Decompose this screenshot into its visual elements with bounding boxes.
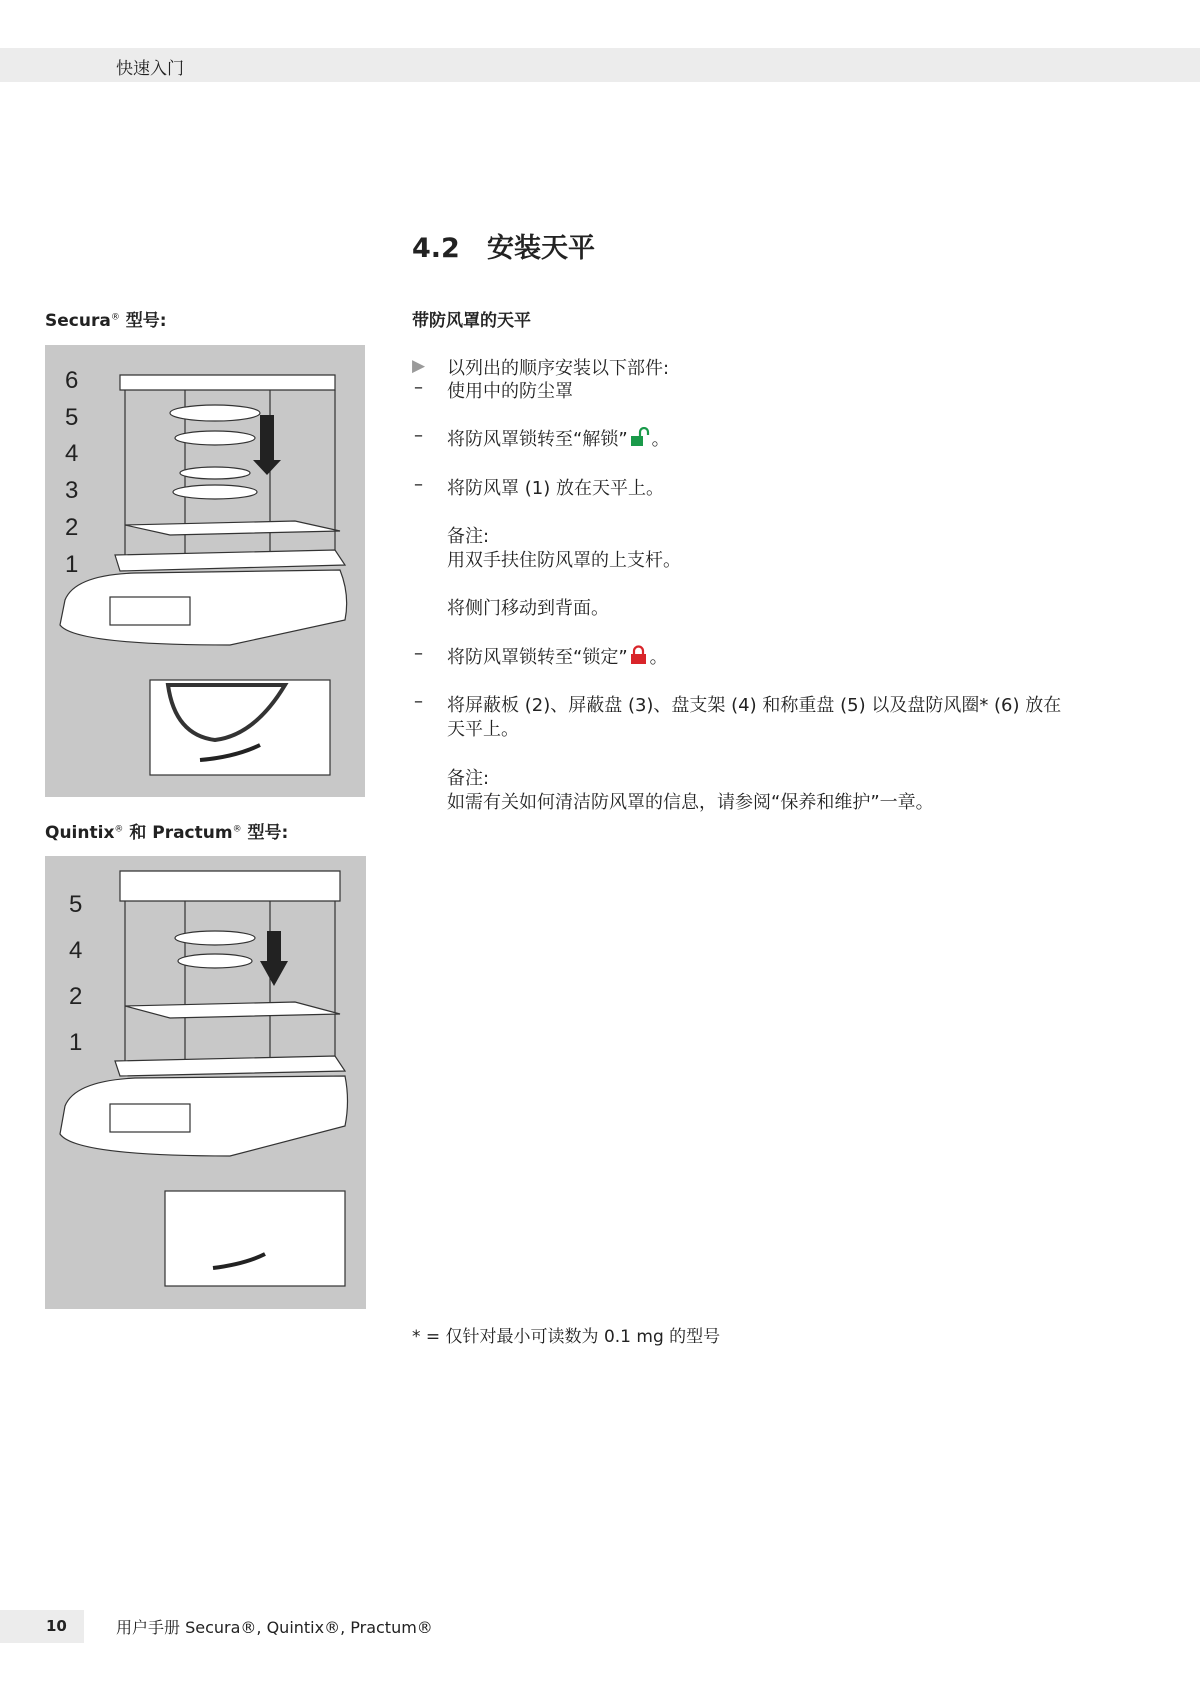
secura-label bbox=[45, 306, 167, 331]
callout: 1 bbox=[65, 551, 79, 578]
callout: 4 bbox=[69, 937, 83, 964]
callout: 1 bbox=[69, 1029, 83, 1056]
label-suffix: 型号: bbox=[119, 311, 167, 331]
callout: 5 bbox=[69, 891, 83, 918]
section-title-text: 安装天平 bbox=[487, 233, 595, 264]
note-text: 用双手扶住防风罩的上支杆。 bbox=[447, 550, 681, 571]
reg-mark: ® bbox=[114, 824, 124, 835]
list-item: 将防风罩 (1) 放在天平上。 bbox=[447, 478, 664, 499]
reg-mark: ® bbox=[232, 824, 242, 835]
callout: 6 bbox=[65, 367, 79, 394]
footer-text: 用户手册 Secura®, Quintix®, Practum® bbox=[116, 1618, 433, 1637]
dash: – bbox=[414, 425, 423, 446]
quintix-practum-label bbox=[45, 818, 288, 843]
callout: 2 bbox=[65, 514, 79, 541]
section-title bbox=[412, 226, 595, 265]
callout: 3 bbox=[65, 477, 79, 504]
note-label: 备注: bbox=[447, 768, 490, 789]
dash: – bbox=[414, 643, 423, 664]
label-suffix: 型号: bbox=[241, 823, 289, 843]
unlock-icon bbox=[630, 427, 650, 447]
intro-text: 以列出的顺序安装以下部件: bbox=[447, 358, 670, 379]
model-name: Quintix bbox=[45, 823, 115, 843]
list-item: 使用中的防尘罩 bbox=[447, 381, 573, 402]
page-number-box bbox=[0, 1610, 84, 1643]
footnote: * = 仅针对最小可读数为 0.1 mg 的型号 bbox=[412, 1327, 721, 1347]
item-text: 将防风罩锁转至“锁定” bbox=[447, 647, 628, 668]
item-text: 将防风罩锁转至“解锁” bbox=[447, 429, 628, 450]
note-label: 备注: bbox=[447, 526, 490, 547]
period: 。 bbox=[651, 429, 670, 450]
instruction-arrow-icon: ▶ bbox=[412, 356, 426, 376]
callout: 4 bbox=[65, 440, 79, 467]
list-item-cont: 天平上。 bbox=[447, 719, 519, 740]
model-name: Secura bbox=[45, 311, 111, 331]
section-name: 快速入门 bbox=[116, 59, 184, 79]
lock-icon bbox=[630, 645, 648, 665]
period: 。 bbox=[649, 647, 668, 668]
secura-illustration bbox=[45, 345, 365, 797]
model-name: 和 Practum bbox=[123, 823, 233, 843]
section-number: 4.2 bbox=[412, 233, 460, 264]
note-text: 如需有关如何清洁防风罩的信息，请参阅“保养和维护”一章。 bbox=[447, 792, 934, 813]
list-item: 将屏蔽板 (2)、屏蔽盘 (3)、盘支架 (4) 和称重盘 (5) 以及盘防风圈* (6) 放在 bbox=[447, 695, 1062, 716]
callout: 2 bbox=[69, 983, 83, 1010]
dash: – bbox=[414, 377, 423, 398]
running-header bbox=[0, 48, 1200, 82]
list-item bbox=[447, 425, 670, 451]
reg-mark: ® bbox=[110, 312, 120, 323]
page-number: 10 bbox=[46, 1617, 67, 1635]
list-text: 将侧门移动到背面。 bbox=[447, 598, 609, 619]
dash: – bbox=[414, 474, 423, 495]
callout: 5 bbox=[65, 404, 79, 431]
subheading: 带防风罩的天平 bbox=[412, 311, 531, 331]
list-item bbox=[447, 643, 668, 669]
quintix-illustration bbox=[45, 856, 366, 1309]
dash: – bbox=[414, 691, 423, 712]
